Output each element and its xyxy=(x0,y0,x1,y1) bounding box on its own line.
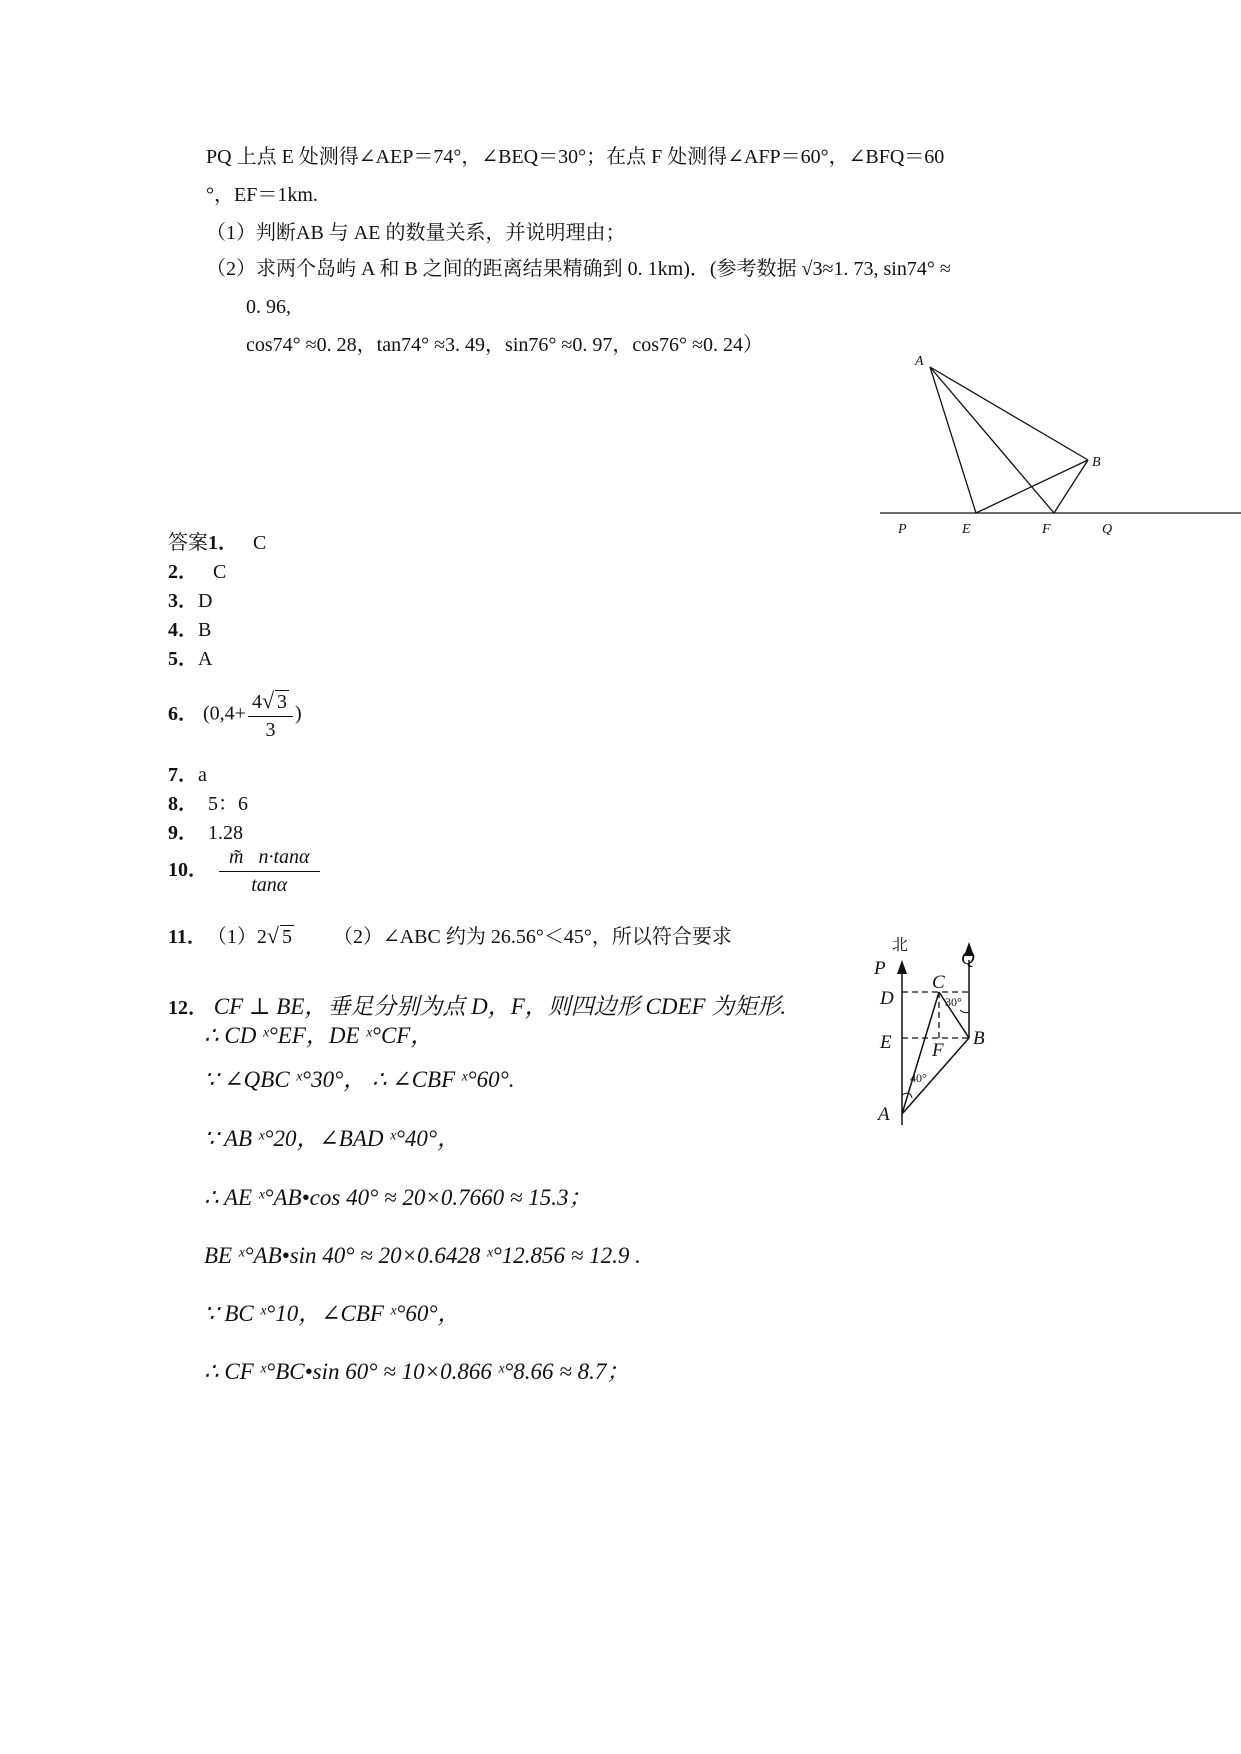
answer-6: 6． (0,4+ $\frac{4√ 3}{3}$ ) xyxy=(168,688,302,741)
label-a: A xyxy=(915,354,924,369)
answer-11: 11．（1）2√ 5 （2）∠ABC 约为 26.56°＜45°，所以符合要求 xyxy=(168,923,732,948)
solution-12-line-3: ∵ AB ˣ°20，∠BAD ˣ°40°， xyxy=(204,1126,461,1151)
label-b: B xyxy=(1092,455,1101,470)
solution-12-line-7: ∴ CF ˣ°BC•sin 60° ≈ 10×0.866 ˣ°8.66 ≈ 8.7； xyxy=(204,1359,630,1384)
answer-1: 答案1． C xyxy=(168,532,267,554)
label-angle-40: 40° xyxy=(910,1071,927,1085)
label-a2: A xyxy=(878,1104,890,1125)
answer-8: 8． 5：6 xyxy=(168,793,248,815)
answer-3: 3．D xyxy=(168,590,213,612)
reference-data-2: cos74° ≈0. 28，tan74° ≈3. 49，sin76° ≈0. 97，cos76° ≈0. 24） xyxy=(246,334,763,356)
problem-line-1: PQ 上点 E 处测得∠AEP＝74°，∠BEQ＝30°；在点 F 处测得∠AFP＝60°，∠BFQ＝60 xyxy=(206,146,945,168)
solution-12-line-4: ∴ AE ˣ°AB•cos 40° ≈ 20×0.7660 ≈ 15.3； xyxy=(204,1185,592,1210)
question-1: （1）判断AB 与 AE 的数量关系，并说明理由； xyxy=(206,222,626,244)
label-c: C xyxy=(932,972,945,993)
label-f: F xyxy=(1042,522,1051,537)
label-e2: E xyxy=(880,1032,892,1053)
answer-4: 4．B xyxy=(168,619,212,641)
label-angle-30: 30° xyxy=(945,995,962,1009)
label-q: Q xyxy=(1102,522,1113,537)
solution-12-line-2: ∵ ∠QBC ˣ°30°， ∴ ∠CBF ˣ°60°. xyxy=(204,1067,515,1092)
label-d: D xyxy=(880,988,894,1009)
question-2: （2）求两个岛屿 A 和 B 之间的距离结果精确到 0. 1km)．(参考数据 √3≈1. 73, sin74° ≈ xyxy=(206,258,951,280)
answers-title: 答案 xyxy=(168,532,208,554)
answer-7: 7．a xyxy=(168,764,207,786)
fraction: $\frac{m̃ n\cdot\tan\alpha}{\tan\alpha}$ xyxy=(219,846,320,897)
problem-line-2: °，EF＝1km. xyxy=(206,184,318,206)
answer-5: 5．A xyxy=(168,648,213,670)
label-p2: P xyxy=(874,958,886,979)
label-p: P xyxy=(898,522,907,537)
label-e: E xyxy=(962,522,971,537)
label-f2: F xyxy=(932,1040,944,1061)
answer-9: 9． 1.28 xyxy=(168,822,243,844)
figure-islands xyxy=(870,345,1241,540)
fraction: $\frac{4√ 3}{3}$ xyxy=(248,688,293,742)
reference-data-1: 0. 96, xyxy=(246,296,291,318)
figure-north xyxy=(872,930,1012,1130)
solution-12-line-6: ∵ BC ˣ°10，∠CBF ˣ°60°， xyxy=(204,1301,461,1326)
label-q2: Q xyxy=(961,948,975,969)
label-b2: B xyxy=(973,1028,985,1049)
solution-12-line-1: ∴ CD ˣ°EF，DE ˣ°CF， xyxy=(204,1023,434,1048)
label-north: 北 xyxy=(892,937,909,954)
solution-12-line-5: BE ˣ°AB•sin 40° ≈ 20×0.6428 ˣ°12.856 ≈ 12.9 . xyxy=(204,1243,641,1268)
answer-10: 10． $\frac{m̃ n\cdot\tan\alpha}{\tan\alpha}$ xyxy=(168,846,322,897)
solution-12-line-0: 12． CF ⊥ BE，垂足分别为点 D，F，则四边形 CDEF 为矩形. xyxy=(168,994,787,1019)
answer-2: 2． C xyxy=(168,561,227,583)
